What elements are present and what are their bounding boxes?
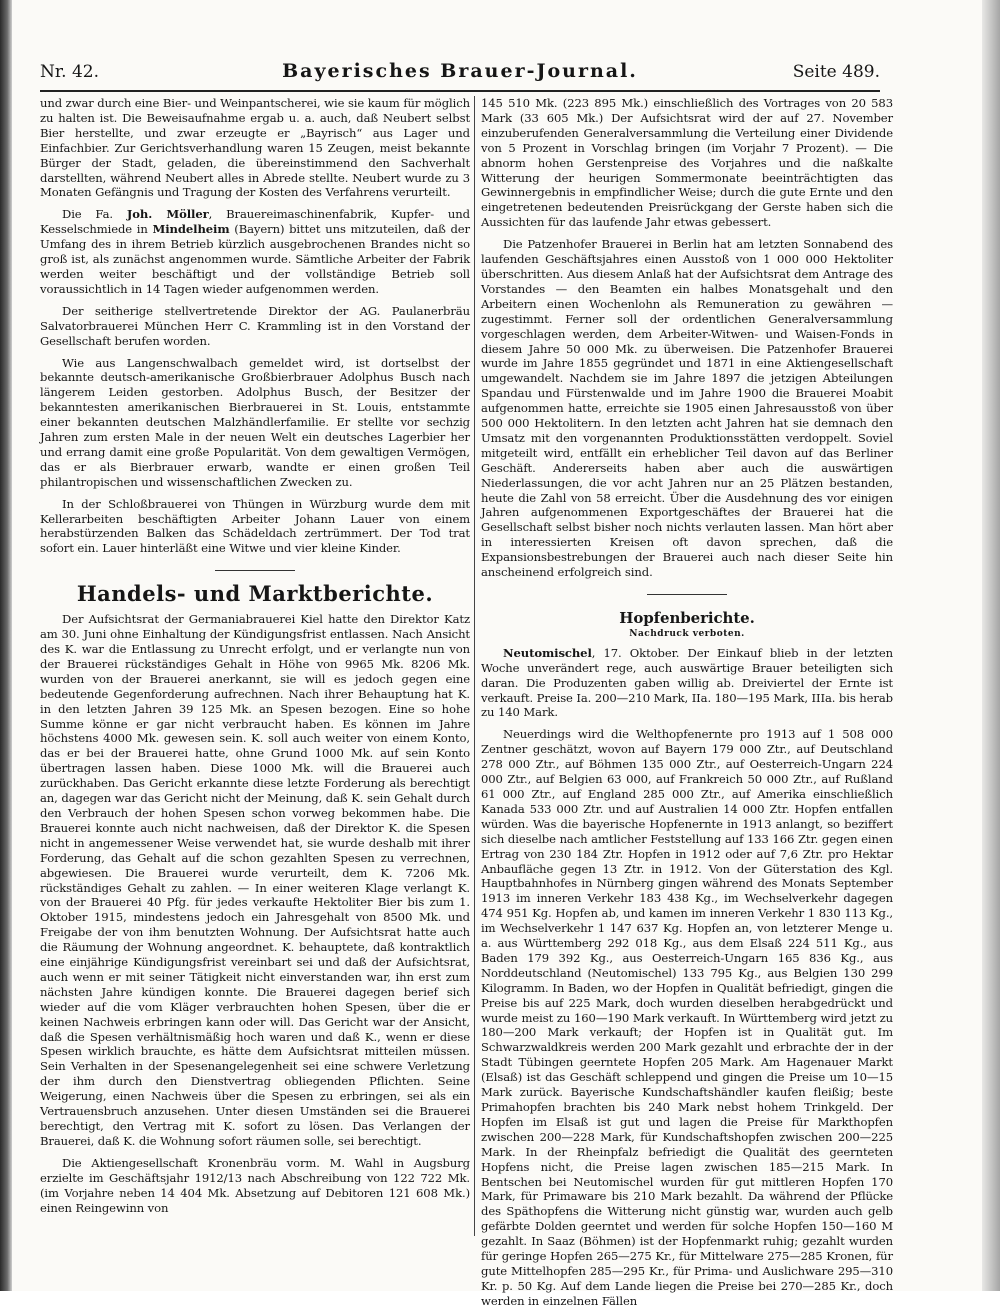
company-name: Joh. Möller [126,207,209,222]
left-column [40,96,470,1222]
article-paragraph: Die Patzenhofer Brauerei in Berlin hat am letzten Sonnabend des laufenden Geschäftsjahres einen Ausstoß von 1 000 000 Hektoliter überschritten. Aus diesem Anlaß hat der Aufsichtsrat dem Antrage des Vorstandes — den Beamten ein halbes Monatsgehalt und den Arbeitern einen Wochenlohn als Remuneration zu gewähren — zugestimmt. Ferner soll der ordentlichen Generalversammlung vorgeschlagen werden, dem Arbeiter-Witwen- und Waisen-Fonds in diesem Jahre 50 000 Mk. zu überweisen. Die Patzenhofer Brauerei wurde im Jahre 1855 gegründet und 1871 in eine Aktiengesellschaft umgewandelt. Nachdem sie im Jahre 1897 die jetzigen Abteilungen Spandau und Fürstenwalde und im Jahre 1900 die Brauerei Moabit aufgenommen hatte, erreichte sie 1905 einen Jahresausstoß von über 500 000 Hektolitern. In den letzten acht Jahren hat sie demnach den Umsatz mit den vorgenannten Produktionsstätten verdoppelt. Soviel mitgeteilt wird, entfällt ein erheblicher Teil davon auf das Berliner Geschäft. Andererseits haben aber auch die auswärtigen Niederlassungen, die vor acht Jahren nur an 25 Plätzen bestanden, heute die Zahl von 58 erreicht. Über die Ausdehnung des vor einigen Jahren aufgenommenen Exportgeschäftes der Brauerei hat die Gesellschaft selbst bisher noch nichts verlauten lassen. Man hört aber in interessierten Kreisen oft davon sprechen, daß die Expansionsbestrebungen der Brauerei auch nach dieser Seite hin anscheinend erfolgreich sind. [481,237,893,580]
section-title: Handels- und Marktberichte. [76,581,434,607]
section-title: Hopfenberichte. [619,609,755,627]
article-paragraph: Wie aus Langenschwalbach gemeldet wird, ist dortselbst der bekannte deutsch-amerikanische Großbierbrauer Adolphus Busch nach längerem Leiden gestorben. Adolphus Busch, der Besitzer der bekanntesten amerikanischen Bierbrauerei in St. Louis, entstammte einer bekannten deutschen Malzhändlerfamilie. Er stellte vor sechzig Jahren zum ersten Male in der neuen Welt ein deutsches Lagerbier her und errang damit eine große Popularität. Von dem gewaltigen Vermögen, das er als Bierbrauer erwarb, wandte er einen großen Teil philantropischen und wissenschaftlichen Zwecken zu. [40,355,470,489]
page-binding-shadow [0,0,12,1291]
page-header [40,58,880,88]
place-name: Neutomischel [503,645,592,660]
article-paragraph: Der Aufsichtsrat der Germaniabrauerei Kiel hatte den Direktor Katz am 30. Juni ohne Einhaltung der Kündigungsfrist entlassen. Nach Ansicht des K. war die Entlassung zu Unrecht erfolgt, und er verlangte nun von der Brauerei rückständiges Gehalt in Höhe von 9965 Mk. 8206 Mk. wurden von der Brauerei anerkannt, sie will es jedoch gegen eine bedeutende Gegenforderung aufrechnen. Nach ihrer Behauptung hat K. in den letzten Jahren 39 125 Mk. an Spesen bezogen. Eine so hohe Summe könne er gar nicht verbraucht haben. Es können im Jahre höchstens 4000 Mk. gewesen sein. K. soll auch weiter von einem Konto, das er bei der Brauerei hatte, ohne Grund 1000 Mk. auf sein Konto übertragen lassen haben. Diese 1000 Mk. will die Brauerei auch zurückhaben. Das Gericht erkannte diese letzte Forderung als berechtigt an, dagegen war das Gericht nicht der Meinung, daß K. sein Gehalt durch den Verbrauch der hohen Spesen schon vorweg bekommen habe. Die Brauerei konnte auch nicht nachweisen, daß der Direktor K. die Spesen nicht in angemessener Weise verwendet hat, sie wurde deshalb mit ihrer Forderung, das Gehalt auf die schon gezahlten Spesen zu verrechnen, abgewiesen. Die Brauerei wurde verurteilt, dem K. 7206 Mk. rückständiges Gehalt zu zahlen. — In einer weiteren Klage verlangt K. von der Brauerei 40 Pfg. für jedes verkaufte Hektoliter Bier bis zum 1. Oktober 1915, mindestens jedoch ein Jahresgehalt von 8500 Mk. und Freigabe der von ihm benutzten Wohnung. Der Aufsichtsrat hatte auch die Räumung der Wohnung angeordnet. K. behauptete, daß kontraktlich eine einjährige Kündigungsfrist vereinbart sei und daß der Aufsichtsrat, auch wenn er mit seiner Tätigkeit nicht einverstanden war, ihn erst zum nächsten Jahre kündigen konnte. Die Brauerei dagegen berief sich wieder auf die vom Kläger verbrauchten hohen Spesen, über die er keinen Nachweis erbringen kann oder will. Das Gericht war der Ansicht, daß die Spesen verhältnismäßig hoch waren und daß K., wenn er diese Spesen wirklich brauchte, es hätte dem Aufsichtsrat mitteilen müssen. Sein Verhalten in der Spesenangelegenheit sei eine schwere Verletzung der ihm durch den Dienstvertrag obliegenden Pflichten. Seine Weigerung, einen Nachweis über die Spesen zu erbringen, sei als ein Vertrauensbruch anzusehen. Unter diesen Umständen sei die Brauerei berechtigt, den Vertrag mit K. sofort zu lösen. Das Verlangen der Brauerei, daß K. die Wohnung sofort räumen solle, sei berechtigt. [40,612,470,1148]
page-number: Seite 489. [792,62,880,82]
column-divider [474,96,475,1236]
article-paragraph: Neutomischel, 17. Oktober. Der Einkauf blieb in der letzten Woche unverändert rege, auch auswärtige Brauer beteiligten sich daran. Die Produzenten gaben willig ab. Dreiviertel der Ernte ist verkauft. Preise Ia. 200—210 Mark, IIa. 180—195 Mark, IIIa. bis herab zu 140 Mark. [481,645,893,720]
issue-number: Nr. 42. [40,62,99,82]
article-paragraph: Neuerdings wird die Welthopfenernte pro 1913 auf 1 508 000 Zentner geschätzt, wovon auf Bayern 179 000 Ztr., auf Deutschland 278 000 Ztr., auf Böhmen 135 000 Ztr., auf Oesterreich-Ungarn 224 000 Ztr., auf Belgien 63 000, auf Frankreich 50 000 Ztr., auf Rußland 61 000 Ztr., auf England 285 000 Ztr., auf Amerika einschließlich Kanada 533 000 Ztr. und auf Australien 14 000 Ztr. Hopfen entfallen würden. Was die bayerische Hopfenernte in 1913 anlangt, so beziffert sich dieselbe nach amtlicher Feststellung auf 133 166 Ztr. gegen einen Ertrag von 230 184 Ztr. Hopfen in 1912 oder auf 7,6 Ztr. pro Hektar Anbaufläche gegen 13 Ztr. in 1912. Von der Güterstation des Kgl. Hauptbahnhofes in Nürnberg gingen während des Monats September 1913 im inneren Verkehr 183 438 Kg., im Wechselverkehr dagegen 474 951 Kg. Hopfen ab, und kamen im inneren Verkehr 1 830 113 Kg., im Wechselverkehr 1 147 637 Kg. Hopfen an, von letzterer Menge u. a. aus Württemberg 292 018 Kg., aus dem Elsaß 224 511 Kg., aus Baden 179 392 Kg., aus Oesterreich-Ungarn 165 836 Kg., aus Norddeutschland (Neutomischel) 133 795 Kg., aus Belgien 130 299 Kilogramm. In Baden, wo der Hopfen in Qualität befriedigt, gingen die Preise bis auf 225 Mark, doch wurden dieselben herabgedrückt und wurde meist zu 160—190 Mark verkauft. In Württemberg wird jetzt zu 180—200 Mark verkauft; der Hopfen ist in Qualität gut. Im Schwarzwaldkreis werden 200 Mark gezahlt und erbrachte der in der Stadt Tübingen geerntete Hopfen 205 Mark. Am Hagenauer Markt (Elsaß) ist das Geschäft schleppend und gingen die Preise um 10—15 Mark zurück. Bayerische Kundschaftshändler kaufen fleißig; beste Primahopfen brachten bis 240 Mark nebst hohem Trinkgeld. Der Hopfen im Elsaß ist gut und lagen die Preise für Markthopfen zwischen 200—228 Mark, für Kundschaftshopfen zwischen 200—225 Mark. In der Rheinpfalz befriedigt die Qualität des geernteten Hopfens nicht, die Preise lagen zwischen 185—215 Mark. In Bentschen bei Neutomischel wurden für gut mittleren Hopfen 170 Mark, für Primaware bis 210 Mark bezahlt. Da während der Pflücke des Späthopfens die Witterung nicht günstig war, wurden auch gelb gefärbte Dolden geerntet und werden für solche Hopfen 150—160 M gezahlt. In Saaz (Böhmen) ist der Hopfenmarkt ruhig; gezahlt wurden für geringe Hopfen 265—275 Kr., für Mittelware 275—285 Kronen, für gute Mittelhopfen 285—295 Kr., für Prima- und Auslichware 295—310 Kr. p. 50 Kg. Auf dem Lande liegen die Preise bei 270—285 Kr., doch werden in einzelnen Fällen [481,727,893,1308]
article-paragraph: Der seitherige stellvertretende Direktor der AG. Paulanerbräu Salvatorbrauerei München Herr C. Krammling ist in den Vorstand der Gesellschaft berufen worden. [40,303,470,348]
article-paragraph: 145 510 Mk. (223 895 Mk.) einschließlich des Vortrages von 20 583 Mark (33 605 Mk.) Der Aufsichtsrat wird der auf 27. November einzuberufenden Generalversammlung die Verteilung einer Dividende von 5 Prozent in Vorschlag bringen (im Vorjahr 7 Prozent). — Die abnorm hohen Gerstenpreise des Vorjahres und die naßkalte Witterung der heurigen Sommermonate beeinträchtigten das Gewinnergebnis in empfindlicher Weise; durch die gute Ernte und den eingetretenen bedeutenden Preisrückgang der Gerste haben sich die Aussichten für das laufende Jahr etwas gebessert. [481,96,893,230]
place-name: Mindelheim [152,222,230,237]
journal-title: Bayerisches Brauer-Journal. [282,60,638,82]
article-paragraph: Die Fa. Joh. Möller, Brauereimaschinenfabrik, Kupfer- und Kesselschmiede in Mindelheim (Bayern) bittet uns mitzuteilen, daß der Umfang des in ihrem Betrieb kürzlich ausgebrochenen Brandes nicht so groß ist, als zunächst angenommen wurde. Sämtliche Arbeiter der Fabrik werden weiter beschäftigt und der vollständige Betrieb soll voraussichtlich in 14 Tagen wieder aufgenommen werden. [40,207,470,296]
article-paragraph: Die Aktiengesellschaft Kronenbräu vorm. M. Wahl in Augsburg erzielte im Geschäftsjahr 1912/13 nach Abschreibung von 122 722 Mk. (im Vorjahre neben 14 404 Mk. Absetzung auf Debitoren 121 608 Mk.) einen Reingewinn von [40,1155,470,1215]
article-paragraph: und zwar durch eine Bier- und Weinpantscherei, wie sie kaum für möglich zu halten ist. Die Beweisaufnahme ergab u. a. auch, daß Neubert selbst Bier herstellte, und zwar erzeugte er „Bayrisch“ aus Lager und Einfachbier. Zur Gerichtsverhandlung waren 15 Zeugen, meist bekannte Bürger der Stadt, geladen, die übereinstimmend den Sachverhalt darstellten, während Neubert alles in Abrede stellte. Neubert wurde zu 3 Monaten Gefängnis und Tragung der Kosten des Verfahrens verurteilt. [40,96,470,200]
section-separator [647,594,727,595]
header-rule [40,90,880,92]
right-column [481,96,893,1316]
section-separator [215,570,295,571]
article-paragraph: In der Schloßbrauerei von Thüngen in Würzburg wurde dem mit Kellerarbeiten beschäftigten Arbeiter Johann Lauer von einem herabstürzenden Balken das Schädeldach zertrümmert. Der Tod trat sofort ein. Lauer hinterläßt eine Witwe und vier kleine Kinder. [40,496,470,556]
page-edge-shadow [982,0,1000,1291]
reprint-notice: Nachdruck verboten. [629,628,745,639]
